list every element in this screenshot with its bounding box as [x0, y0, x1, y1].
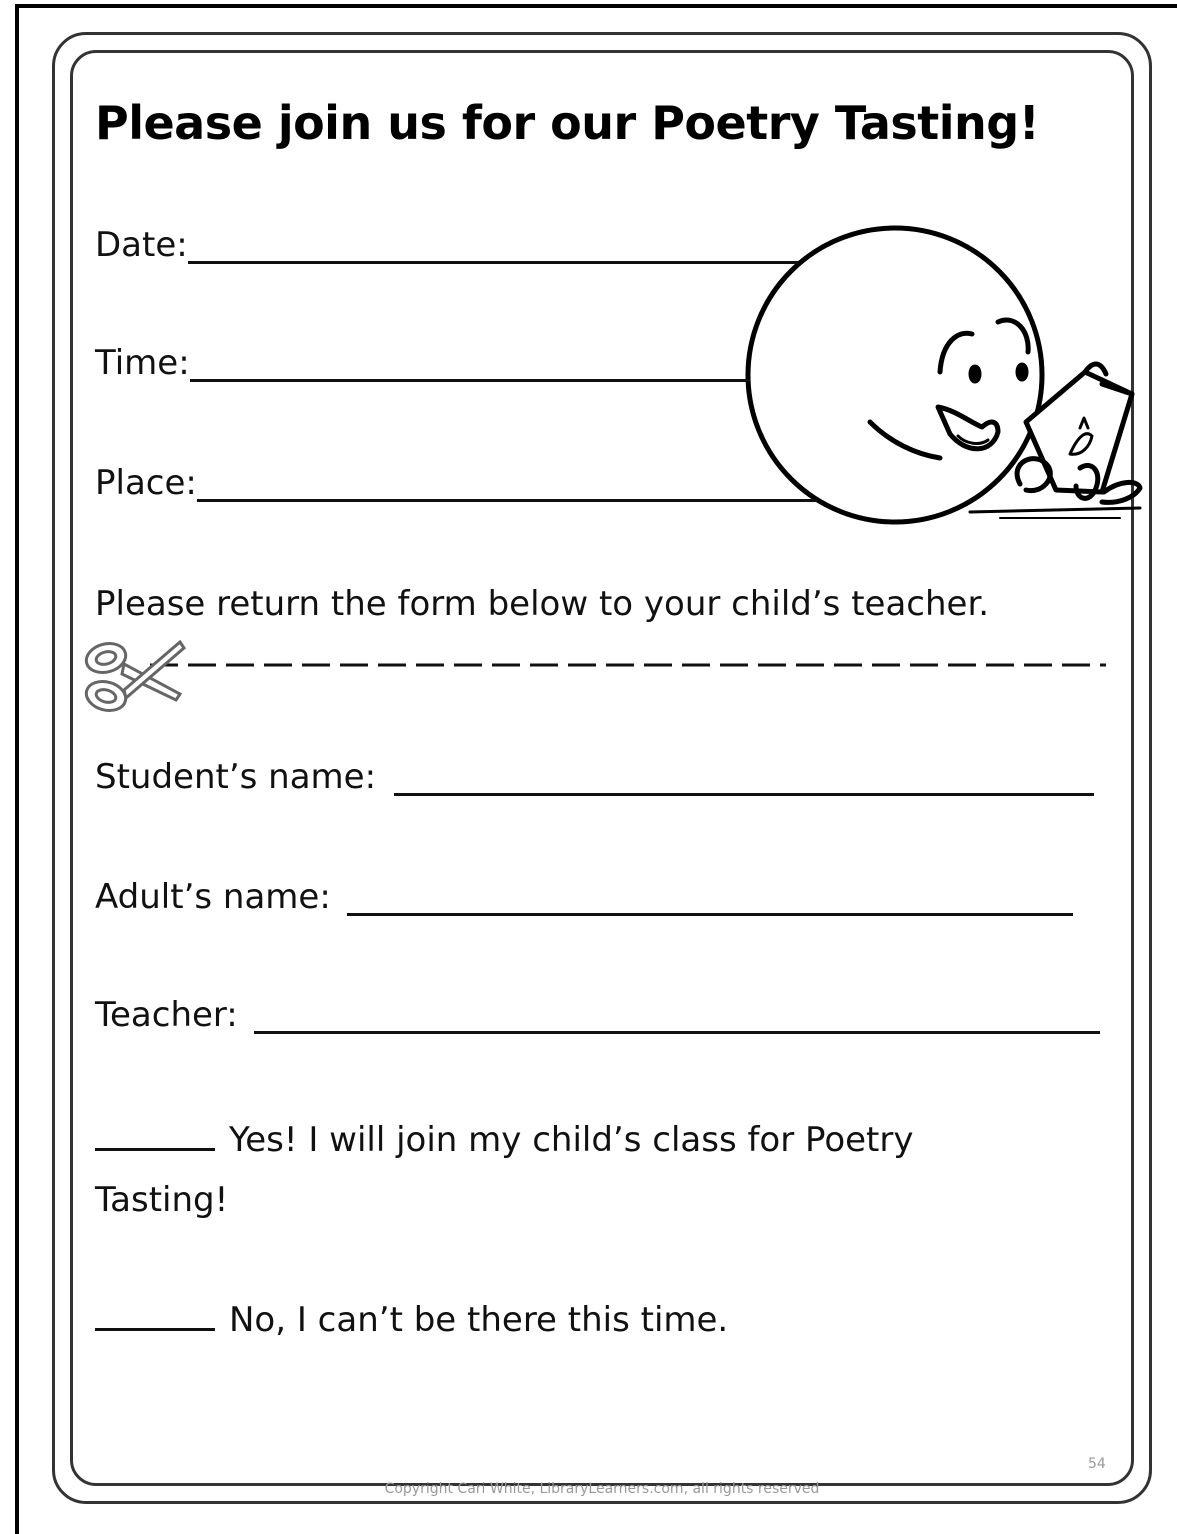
scissors-icon	[80, 632, 190, 722]
time-blank-line[interactable]	[190, 379, 750, 382]
rsvp-no-blank[interactable]	[95, 1298, 215, 1331]
return-instruction: Please return the form below to your child’s teacher.	[95, 584, 990, 624]
date-field[interactable]	[95, 225, 798, 266]
rsvp-no-option	[95, 1290, 1055, 1350]
rsvp-no-text: No, I can’t be there this time.	[229, 1300, 729, 1340]
student-name-field[interactable]	[95, 757, 1094, 798]
copyright-notice: Copyright Cari White, LibraryLearners.com, all rights reserved	[384, 1481, 820, 1497]
time-field[interactable]	[95, 343, 750, 384]
page-number: 54	[1088, 1456, 1106, 1472]
teacher-field[interactable]	[95, 995, 1100, 1036]
rsvp-yes-text: Yes! I will join my child’s class for Poetry Tasting!	[95, 1120, 914, 1220]
time-label: Time:	[95, 343, 190, 383]
adult-name-field[interactable]	[95, 877, 1073, 918]
teacher-blank-line[interactable]	[254, 1031, 1100, 1034]
page-title: Please join us for our Poetry Tasting!	[95, 96, 1040, 150]
place-field[interactable]	[95, 463, 817, 504]
adult-name-blank-line[interactable]	[347, 913, 1073, 916]
student-name-blank-line[interactable]	[394, 793, 1094, 796]
date-blank-line[interactable]	[188, 261, 798, 264]
adult-name-label: Adult’s name:	[95, 877, 331, 917]
rsvp-yes-blank[interactable]	[95, 1118, 215, 1151]
place-blank-line[interactable]	[197, 499, 817, 502]
place-label: Place:	[95, 463, 197, 503]
date-label: Date:	[95, 225, 188, 265]
cut-line	[150, 650, 1106, 680]
teacher-label: Teacher:	[95, 995, 238, 1035]
rsvp-yes-option	[95, 1110, 1055, 1230]
student-name-label: Student’s name:	[95, 757, 377, 797]
